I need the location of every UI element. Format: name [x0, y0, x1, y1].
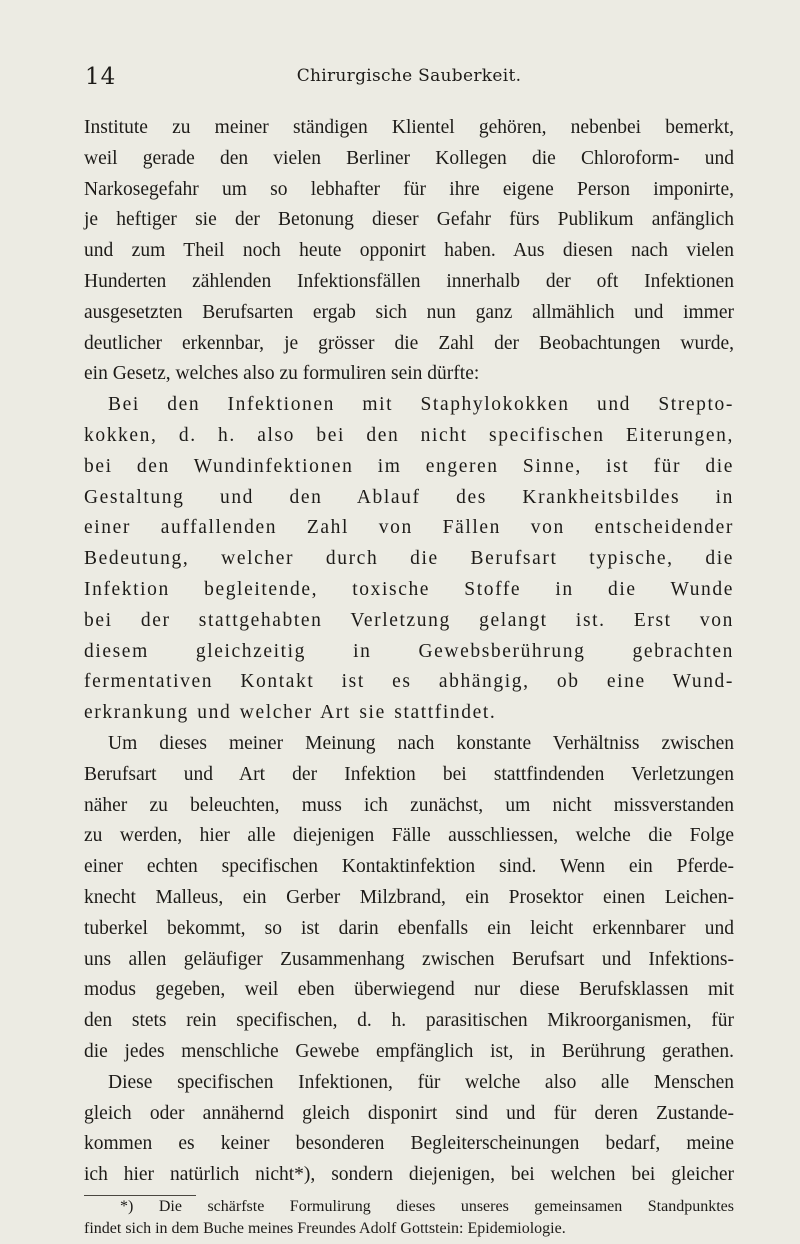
- text-line: ich hier natürlich nicht*), sondern diejenigen, bei welchen bei gleicher: [84, 1164, 734, 1186]
- text-line: ausgesetzten Berufsarten ergab sich nun ganz allmählich und immer: [84, 301, 734, 323]
- footnote-line: *) Die schärfste Formulirung dieses unseres gemeinsamen Standpunktes: [120, 1197, 734, 1215]
- text-line: Narkosegefahr um so lebhafter für ihre eigene Person imponirte,: [84, 178, 734, 200]
- body-text: [84, 113, 734, 1191]
- text-line: und zum Theil noch heute opponirt haben. Aus diesen nach vielen: [84, 240, 734, 262]
- spaced-text-line: bei der stattgehabten Verletzung gelangt ist. Erst von: [84, 609, 734, 631]
- spaced-text-line: kokken, d. h. also bei den nicht specifischen Eiterungen,: [84, 424, 734, 446]
- text-line: zu werden, hier alle diejenigen Fälle ausschliessen, welche die Folge: [84, 825, 734, 847]
- spaced-text-line: fermentativen Kontakt ist es abhängig, ob eine Wund-: [84, 671, 734, 693]
- text-line: knecht Malleus, ein Gerber Milzbrand, ein Prosektor einen Leichen-: [84, 886, 734, 908]
- footnote: [84, 1196, 734, 1240]
- text-line: Berufsart und Art der Infektion bei stattfindenden Verletzungen: [84, 763, 734, 785]
- text-line: die jedes menschliche Gewebe empfänglich ist, in Berührung gerathen.: [84, 1040, 734, 1062]
- text-line: ein Gesetz, welches also zu formuliren sein dürfte:: [84, 363, 480, 385]
- spaced-text-line: erkrankung und welcher Art sie stattfindet.: [84, 702, 497, 724]
- text-line: Um dieses meiner Meinung nach konstante Verhältniss zwischen: [108, 732, 734, 754]
- book-page: [84, 64, 734, 1240]
- text-line: tuberkel bekommt, so ist darin ebenfalls ein leicht erkennbarer und: [84, 917, 734, 939]
- spaced-text-line: Bei den Infektionen mit Staphylokokken und Strepto-: [108, 394, 734, 416]
- text-line: weil gerade den vielen Berliner Kollegen die Chloroform- und: [84, 147, 734, 169]
- running-title: Chirurgische Sauberkeit.: [296, 66, 522, 86]
- text-line: näher zu beleuchten, muss ich zunächst, um nicht missverstanden: [84, 794, 734, 816]
- spaced-text-line: diesem gleichzeitig in Gewebsberührung gebrachten: [84, 640, 734, 662]
- text-line: je heftiger sie der Betonung dieser Gefahr fürs Publikum anfänglich: [84, 209, 734, 231]
- spaced-text-line: einer auffallenden Zahl von Fällen von entscheidender: [84, 517, 734, 539]
- page-header: [84, 64, 734, 98]
- footnote-line: findet sich in dem Buche meines Freundes Adolf Gottstein: Epidemiologie.: [84, 1219, 566, 1237]
- spaced-text-line: Infektion begleitende, toxische Stoffe in die Wunde: [84, 578, 734, 600]
- spaced-text-line: Gestaltung und den Ablauf des Krankheitsbildes in: [84, 486, 734, 508]
- text-line: Institute zu meiner ständigen Klientel gehören, nebenbei bemerkt,: [84, 117, 734, 138]
- text-line: gleich oder annähernd gleich disponirt sind und für deren Zustande-: [84, 1102, 734, 1124]
- text-line: einer echten specifischen Kontaktinfektion sind. Wenn ein Pferde-: [84, 856, 734, 878]
- text-line: Diese specifischen Infektionen, für welche also alle Menschen: [108, 1071, 734, 1093]
- text-line: deutlicher erkennbar, je grösser die Zahl der Beobachtungen wurde,: [84, 332, 734, 354]
- text-line: uns allen geläufiger Zusammenhang zwischen Berufsart und Infektions-: [84, 948, 734, 970]
- text-line: modus gegeben, weil eben überwiegend nur diese Berufsklassen mit: [84, 979, 734, 1001]
- text-line: den stets rein specifischen, d. h. parasitischen Mikroorganismen, für: [84, 1010, 734, 1032]
- spaced-text-line: Bedeutung, welcher durch die Berufsart typische, die: [84, 548, 734, 570]
- text-line: kommen es keiner besonderen Begleiterscheinungen bedarf, meine: [84, 1133, 734, 1155]
- text-line: Hunderten zählenden Infektionsfällen innerhalb der oft Infektionen: [84, 270, 734, 292]
- page-number: 14: [85, 64, 117, 90]
- spaced-text-line: bei den Wundinfektionen im engeren Sinne, ist für die: [84, 455, 734, 477]
